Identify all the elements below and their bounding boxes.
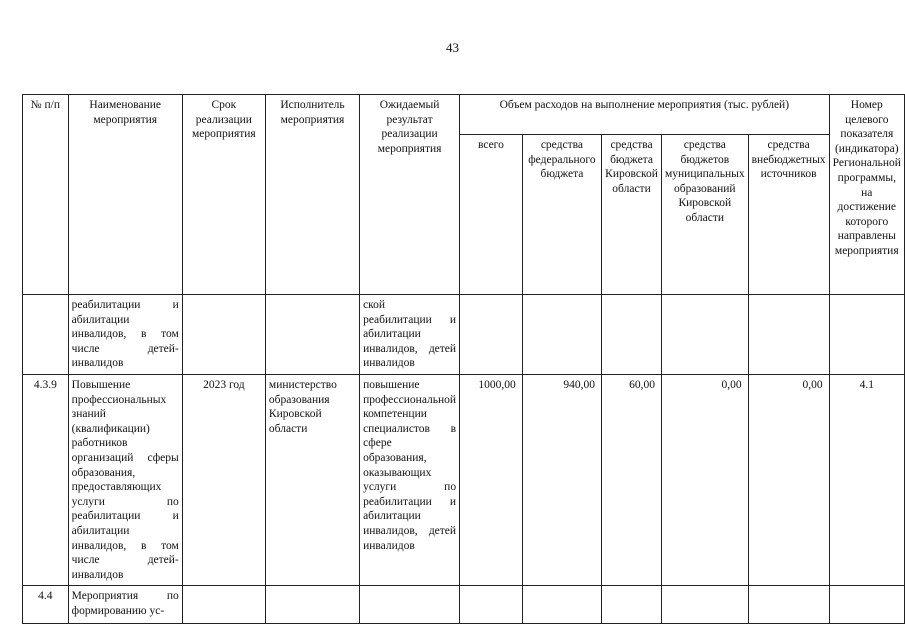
row-extrabudget — [748, 586, 829, 624]
row-indicator — [829, 586, 904, 624]
row-regional: 60,00 — [602, 374, 662, 585]
measures-table — [22, 94, 905, 624]
row-federal — [522, 586, 601, 624]
row-extrabudget — [748, 295, 829, 375]
row-federal: 940,00 — [522, 374, 601, 585]
row-total: 1000,00 — [460, 374, 523, 585]
header-row-1 — [23, 95, 905, 135]
row-extrabudget: 0,00 — [748, 374, 829, 585]
header-executor: Исполнитель мероприятия — [265, 95, 359, 295]
header-municipal: средства бюджетов муниципальных образований Кировской области — [662, 135, 749, 295]
table-row — [23, 374, 905, 585]
row-result: повышение профессиональной компетенции специалистов в сфере образования, оказывающих услуги по реабилитации и абилитации инвалидов, детей инвалидов — [360, 374, 460, 585]
row-federal — [522, 295, 601, 375]
header-federal: средства федерального бюджета — [522, 135, 601, 295]
row-result — [360, 586, 460, 624]
row-municipal — [662, 586, 749, 624]
header-term: Срок реализации мероприятия — [182, 95, 265, 295]
row-result: ской реабилитации и абилитации инвалидов, детей инвалидов — [360, 295, 460, 375]
header-expenses-group: Объем расходов на выполнение мероприятия (тыс. рублей) — [460, 95, 829, 135]
row-name: Повышение профессиональных знаний (квалификации) работников организаций сферы образования, предоставляющих услуги по реабилитации и абилитации инвалидов, в том числе детей-инвалидов — [68, 374, 182, 585]
row-no: 4.4 — [23, 586, 69, 624]
table-row — [23, 295, 905, 375]
header-total: всего — [460, 135, 523, 295]
row-municipal — [662, 295, 749, 375]
row-term: 2023 год — [182, 374, 265, 585]
row-term — [182, 295, 265, 375]
row-no: 4.3.9 — [23, 374, 69, 585]
row-name: реабилитации и абилитации инвалидов, в том числе детей-инвалидов — [68, 295, 182, 375]
header-no: № п/п — [23, 95, 69, 295]
row-indicator: 4.1 — [829, 374, 904, 585]
row-regional — [602, 586, 662, 624]
header-extrabudget: средства внебюджетных источников — [748, 135, 829, 295]
header-result: Ожидаемый результат реализации мероприятия — [360, 95, 460, 295]
header-name: Наименование мероприятия — [68, 95, 182, 295]
header-regional: средства бюджета Кировской области — [602, 135, 662, 295]
row-executor — [265, 295, 359, 375]
table-row — [23, 586, 905, 624]
row-indicator — [829, 295, 904, 375]
row-regional — [602, 295, 662, 375]
row-executor — [265, 586, 359, 624]
row-name: Мероприятия по формированию ус- — [68, 586, 182, 624]
row-total — [460, 295, 523, 375]
page-number: 43 — [446, 40, 459, 55]
header-indicator: Номер целевого показателя (индикатора) Региональной программы, на достижение которого направлены мероприятия — [829, 95, 904, 295]
row-term — [182, 586, 265, 624]
row-municipal: 0,00 — [662, 374, 749, 585]
row-executor: министерство образования Кировской области — [265, 374, 359, 585]
row-no — [23, 295, 69, 375]
row-total — [460, 586, 523, 624]
